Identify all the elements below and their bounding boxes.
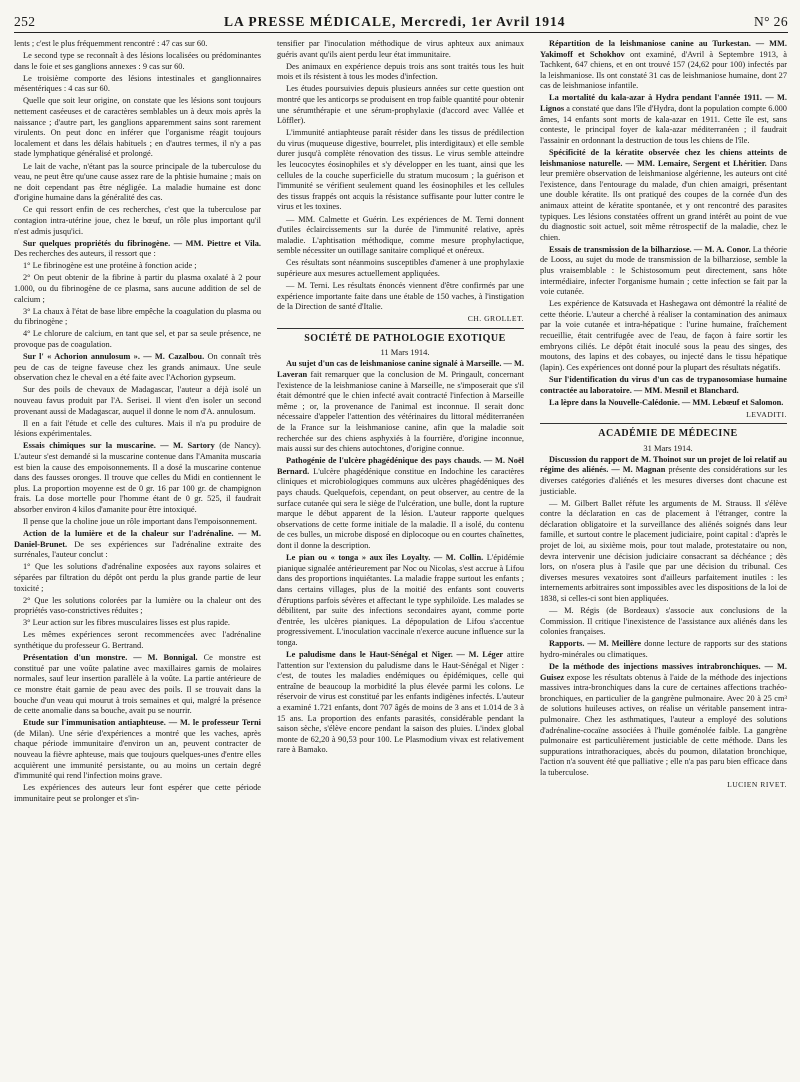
paragraph: Les expérience de Katsuvada et Hashegawa ont démontré la réalité de cette théorie. L'auteur a cherché à réaliser la contamination des animaux par la voie cutanée et intra-hépatique : l'urine humaine, fraîchement recueillie, était centrifugée avec de l'eau, de façon à faire sortir les embryons ciliés. Le dépôt était inoculé sous la peau des singes, des moutons, des lapins et des cobayes, ou injecté dans le tissu hépatique (lapin). Ces expériences ont donné pour la plupart des résultats négatifs. <box>540 299 787 372</box>
paragraph: — M. Terni. Les résultats énoncés viennent d'être confirmés par une expérience importante faite dans une étable de 150 vaches, à l'instigation de la Direction de santé d'Italie. <box>277 281 524 312</box>
article-block <box>540 148 787 243</box>
paragraph: L'immunité antiaphteuse paraît résider dans les tissus de prédilection du virus (muqueuse digestive, bourrelet, plis interdigitaux) et elle semble durer jusqu'à complète rénovation des tissus. Le virus semble atteindre les leucocytes éosinophiles et s'y développer en les tuant, ainsi que les cellules de la couche superficielle du stratum mucosum ; la guérison et l'immunité se vérifient seulement quand les éosinophiles et les cellules des tissus frappés ont acquis la résistance suffisante pour lutter contre le virus et les toxines. <box>277 128 524 212</box>
article-block <box>277 650 524 756</box>
issue-number: N° 26 <box>753 14 788 29</box>
paragraph: Les mêmes expériences seront recommencées avec l'adrénaline synthétique du professeur G. Bertrand. <box>14 630 261 651</box>
paragraph: lents ; c'est le plus fréquemment rencontré : 47 cas sur 60. <box>14 39 208 48</box>
article-text: L'ulcère phagédénique constitue en Indochine les caractères cliniques et microbiologiques communs aux ulcères phagédéniques des pays chauds. Quelquefois, cependant, on peut observer, au centre de la surface cutanée qui sera le siège de l'ulcération, une bulle, dont la rupture marque le début apparent de la lésion. L'auteur rapporte quelques observations de cette forme initiale de la maladie. Il a isolé, du contenu de ces bulles, un microbe disposé en diplocoque ou en courtes chaînettes, dont il donne la description. <box>277 466 524 551</box>
article-block <box>540 375 787 396</box>
list-item: 2° On peut obtenir de la fibrine à partir du plasma oxalaté à 2 pour 1.000, ou du fibrinogène de ce plasma, sans aucune addition de sel de calcium ; <box>14 273 261 304</box>
article-text: On connaît très peu de cas de teigne faveuse chez les grands animaux. Une seule observation chez le cheval en a été faite avec l'Achorion gypseum. <box>14 352 261 383</box>
paragraph: Sur des poils de chevaux de Madagascar, l'auteur a déjà isolé un nouveau favus produit par l'A. Serisei. Il vient d'en isoler un second provenant aussi de Madagascar, auquel il donne le nom d'A. annulosum. <box>14 385 261 416</box>
column-1 <box>14 39 261 806</box>
paragraph: — MM. Calmette et Guérin. Les expériences de M. Terni donnent d'utiles éclaircissements sur la durée de l'immunité relative, après maladie. L'aphtisation méthodique, comme mesure prophylactique, semble nécessiter un outillage sanitaire compliqué et onéreux. <box>277 214 524 256</box>
column-2 <box>277 39 524 806</box>
article-block <box>540 662 787 779</box>
section-divider <box>540 423 787 424</box>
article-text: présente des considérations sur les diverses catégories d'aliénés et les mesures diverses dont chacune est justiciable. <box>540 465 787 496</box>
article-text: a constaté que dans l'île d'Hydra, dont la population compte 6.000 âmes, 14 enfants sont morts de kala-azar en 1911. Cette île est, sans conteste, le principal foyer de kala-azar méditerranéen ; il faudrait l'assainir en ordonnant la destruction de tous les chiens de l'île. <box>540 104 787 145</box>
article-text: fait remarquer que la conclusion de M. Pringault, concernant l'existence de la leishmaniose canine à Marseille, ne s'imposerait que s'il était démontré que le chien infecté avait contracté l'infection à Marseille même ; or, la provenance de l'animal est inconnue. Il serait donc nécessaire d'appeler l'attention des vétérinaires du littoral méditerranéen de la France sur la leishmaniose canine, afin que la maladie soit recherchée sur des chiens asphyxiés à la fourrière, d'origine inconnue, mais aussi sur des chiens autochtones, d'origine connue. <box>277 370 524 454</box>
article-block <box>277 553 524 648</box>
list-item: 3° La chaux à l'état de base libre empêche la coagulation du plasma ou du fibrinogène ; <box>14 306 261 327</box>
article-title: La lèpre dans la Nouvelle-Calédonie. — MM. Lebœuf et Salomon. <box>549 397 784 407</box>
article-block <box>14 653 261 717</box>
paragraph: tensifier par l'inoculation méthodique de virus aphteux aux animaux guéris avant qu'ils aient perdu leur état immunitaire. <box>277 39 524 59</box>
article-block <box>540 398 787 409</box>
article-title: Au sujet d'un cas de leishmaniose canine signalé à Marseille. — M. Laveran <box>277 359 524 380</box>
article-title: Le pian ou « tonga » aux îles Loyalty. — M. Collin. <box>286 553 484 563</box>
list-item: 3° Leur action sur les fibres musculaires lisses est plus rapide. <box>23 618 231 628</box>
author-signature: LUCIEN RIVET. <box>727 780 787 790</box>
article-title: Le paludisme dans le Haut-Sénégal et Niger. — M. Léger <box>286 649 504 659</box>
paragraph: Il en a fait l'étude et celle des cultures. Mais il n'a pu produire de lésions expérimentales. <box>14 418 261 439</box>
article-text: De ses expériences sur l'adrénaline extraite des surrénales, l'auteur conclut : <box>14 539 261 560</box>
article-text: L'épidémie pianique signalée antérieurement par Noc ou Nicolas, s'est accrue à Lifou dans des proportions inquiétantes. La maladie frappe surtout les enfants ; dans certains villages, plus de la moitié des enfants sont couverts d'éruptions parfois sévères et affectant le type syphiloïde. Les malades se débilitent, par suite des infections secondaires ayant, comme porte d'entrée, les ulcères pianiques. La dépopulation de Lifou s'accentue progressivement. L'inoculation vaccinale n'exerce aucune influence sur la tonga. <box>277 553 524 647</box>
article-title: Spécificité de la kératite observée chez les chiens atteints de leishmaniose naturelle. — MM. Lemaire, Sergent et Lhéritier. <box>540 147 787 168</box>
article-block <box>14 352 261 384</box>
article-title: Rapports. — M. Meillère <box>549 639 642 649</box>
list-item: 4° Le chlorure de calcium, en tant que sel, et par sa seule présence, ne provoque pas de coagulation. <box>14 329 261 350</box>
paragraph: Ces résultats sont néanmoins susceptibles d'amener à une prophylaxie supérieure aux mesures actuellement appliquées. <box>277 258 524 278</box>
paragraph: — M. Gilbert Ballet réfute les arguments de M. Strauss. Il s'élève contre la déclaration en cas de placement à l'étranger, contre la déclaration obligatoire et la surveillance des aliénés soignés dans leur famille, et surtout contre le placement judiciaire, point capital : d'après le projet de loi, au sixième mois, pour tout malade, protestataire ou non, devra intervenir une décision judiciaire consacrant sa déchéance ; dès lors, on n'osera plus à l'asile que par une décision du tribunal. Ces diverses mesures vexatoires sont d'ailleurs parfaitement inutiles : les internements arbitraires sont impossibles avec les dispositions de la loi de 1838, si celles-ci sont bien appliquées. <box>540 498 787 604</box>
article-title: Pathogénie de l'ulcère phagédénique des pays chauds. — M. Noël Bernard. <box>277 456 524 476</box>
article-title: Présentation d'un monstre. — M. Bonnigal. <box>23 653 198 663</box>
article-block <box>540 639 787 660</box>
article-title: Etude sur l'immunisation antiaphteuse. — M. le professeur Terni <box>23 718 261 728</box>
article-block <box>14 441 261 515</box>
columns <box>14 39 788 806</box>
article-text: ont examiné, d'Avril à Septembre 1913, à Tachkent, 647 chiens, et en ont trouvé 157 (24,62 pour 100) infectés par la leishmaniose. Ils ont constaté 31 cas de leishmaniose humaine, dont 27 cas de leishmaniose infantile. <box>540 49 787 91</box>
list-item: 2° Que les solutions colorées par la lumière ou la chaleur ont des propriétés vaso-constrictives réduites ; <box>14 595 261 616</box>
section-title: SOCIÉTÉ DE PATHOLOGIE EXOTIQUE <box>304 332 506 344</box>
article-text: expose les résultats obtenus à l'aide de la méthode des injections massives intra-bronchiques dans la cure de certaines affections trachéo-bronchiques, en particulier de la gangrène pulmonaire. Avec 20 à 25 cm³ de solutions huileuses actives, on réalise un véritable pansement intra-pulmonaire. Chez les asthmatiques, l'auteur a employé des solutions d'adrénaline-cocaïne associées à l'huile goménolée faible. La gangrène pulmonaire est particulièrement justiciable de cette méthode. Dans les suppurations intrathoraciques, abcès du poumon, dilatation bronchique, l'action n'a souvent été que palliative ; elle n'a pas paru bien efficace dans la tuberculose. <box>540 672 787 778</box>
article-title: De la méthode des injections massives intrabronchiques. — M. Guisez <box>540 662 787 682</box>
article-title: Essais chimiques sur la muscarine. — M. Sartory <box>23 441 215 451</box>
paragraph: Les études poursuivies depuis plusieurs années sur cette question ont montré que les anticorps se produisent en trop faible quantité pour obtenir une sérumthérapie et une sérum-prophylaxie (d'accord avec Vallée et Löffler). <box>277 84 524 126</box>
paragraph: Ce qui ressort enfin de ces recherches, c'est que la tuberculose par contagion intra-utérine joue, chez le bœuf, un rôle plus important qu'il n'est admis jusqu'ici. <box>14 205 261 236</box>
section-date: 11 Mars 1914. <box>380 347 430 358</box>
article-block <box>540 39 787 92</box>
article-block <box>540 93 787 146</box>
paragraph: Quelle que soit leur origine, on constate que les lésions sont toujours nettement caséeuses et de caractères semblables un à deux mois après la naissance ; d'autre part, les ganglions apparemment sains sont rarement virulents. On peut donc en inférer que l'organisme réagit toujours localement et dans les délais habituels ; en d'autres termes, il n'y a pas stade lymphatique généralisé et prolongé. <box>14 96 261 159</box>
list-item: 1° Le fibrinogène est une protéine à fonction acide ; <box>23 261 197 271</box>
article-text: Dans leur première observation de leishmaniose algérienne, les auteurs ont cité l'existence, dans l'entourage du malade, d'un chien amaigri, présentant une double kératite. Ils ont pratiqué des coupes de la cornée d'un des animaux atteint de kératite spontanée, et y ont rencontré des parasites typiques. Les lésions constatées offrent un grand intérêt au point de vue du diagnostic soit actuel, soit même rétrospectif de la maladie, chez le chien. <box>540 158 787 242</box>
article-title: La mortalité du kala-azar à Hydra pendant l'année 1911. — M. Lignos <box>540 93 787 114</box>
page-number: 252 <box>14 14 36 29</box>
paragraph: Le lait de vache, n'étant pas la source principale de la tuberculose du veau, ne peut être qu'une cause assez rare de la phtisie humaine ; mais on ne doit cependant pas être négligée. La maladie humaine est donc d'origine humaine dans la généralité des cas. <box>14 161 261 203</box>
article-text: (de Nancy). L'auteur s'est demandé si la muscarine contenue dans l'Amanita muscaria est bien la cause des empoisonnements. Il a dosé la muscarine contenue dans des fausses oronges. Il trouve que celles du Midi en contiennent le plus. La proportion moyenne est de 0 gr. 16 par 100 gr. de champignon frais. La dose mortelle pour l'homme étant de 0 gr. 525, il faudrait absorber environ 4 kilos d'amanite pour être intoxiqué. <box>14 441 261 514</box>
paragraph: Les expériences des auteurs leur font espérer que cette période immunitaire peut se prolonger et s'in- <box>14 783 261 803</box>
article-title: Répartition de la leishmaniose canine au Turkestan. — MM. Yakimoff et Schokhov <box>540 39 787 59</box>
article-block <box>277 359 524 454</box>
article-text: donne lecture de rapports sur des stations hydro-minérales ou climatiques. <box>540 639 787 659</box>
author-signature: CH. GROLLET. <box>467 314 524 324</box>
article-block <box>540 455 787 497</box>
page-header <box>14 14 788 33</box>
article-text: (de Milan). Une série d'expériences a montré que les vaches, après chaque période immunitaire d'environ un an, peuvent contracter de nouveau la fièvre aphteuse, mais que toujours quelques-unes d'entre elles acquièrent une immunité persistante, ou au moins un certain degré d'immunité qui rend l'infection moins grave. <box>14 728 261 781</box>
article-block <box>14 529 261 561</box>
article-block <box>14 718 261 782</box>
article-text: attire l'attention sur l'extension du paludisme dans le Haut-Sénégal et Niger : c'est, de toutes les maladies endémiques ou épidémiques, celle qui entraîne de beaucoup la morbidité la plus élevée parmi les colons. Le réservoir de virus est constitué par les enfants indigènes infectés. L'auteur a examiné 1.721 enfants, dont 707 âgés de moins de 3 ans et 1.014 de 3 à 15 ans. La proportion des enfants parasités, considérable pendant la saison sèche, s'élève encore pendant la saison des pluies. L'index global monte de 62,20 à 90,53 pour 100. Le Plasmodium vivax est relativement rare à Bamako. <box>277 649 524 755</box>
article-text: Ce monstre est constitué par une voûte palatine avec maxillaires garnis de molaires normales, sauf leur insertion parallèle à la voûte. La partie antérieure de ce monstre était garnie de peau avec des poils. Il se trouvait dans la bouche d'un veau qui mourut à trois semaines et qui, malgré la présence de cette anomalie dans sa bouche, avait pu se nourrir. <box>14 653 261 716</box>
article-block <box>14 239 261 260</box>
section-divider <box>277 328 524 329</box>
article-title: Discussion du rapport de M. Thoinot sur un projet de loi relatif au régime des aliénés. — M. Magnan <box>540 454 787 475</box>
article-text: Des recherches des auteurs, il ressort que : <box>14 249 156 259</box>
paragraph: — M. Régis (de Bordeaux) s'associe aux conclusions de la Commission. Il critique l'inexistence de l'assistance aux aliénés dans les colonies françaises. <box>540 606 787 637</box>
article-title: Essais de transmission de la bilharziose. — M. A. Conor. <box>549 244 751 254</box>
article-title: Sur quelques propriétés du fibrinogène. — MM. Piettre et Vila. <box>23 238 261 248</box>
column-3 <box>540 39 787 806</box>
paragraph: Le second type se reconnaît à des lésions localisées ou prédominantes dans le foie et ses ganglions annexes : 9 cas sur 60. <box>14 51 261 71</box>
list-item: 1° Que les solutions d'adrénaline exposées aux rayons solaires et séparées par filtration du dépôt ont perdu la plus grande partie de leur toxicité ; <box>14 562 261 593</box>
paragraph: Des animaux en expérience depuis trois ans sont traités tous les huit mois et ils résistent à tous les modes d'infection. <box>277 61 524 82</box>
paragraph: Il pense que la choline joue un rôle important dans l'empoisonnement. <box>23 517 257 527</box>
article-title: Action de la lumière et de la chaleur sur l'adrénaline. — M. Daniel-Brunet. <box>14 529 261 549</box>
section-date: 31 Mars 1914. <box>643 442 693 453</box>
article-title: Sur l' « Achorion annulosum ». — M. Cazalbou. <box>23 352 205 362</box>
paragraph: Le troisième comporte des lésions intestinales et ganglionnaires mésentériques : 4 cas sur 60. <box>14 73 261 94</box>
article-block <box>277 456 524 551</box>
section-title: ACADÉMIE DE MÉDECINE <box>598 428 738 440</box>
article-title: Sur l'identification du virus d'un cas de trypanosomiase humaine contractée au laboratoire. — MM. Mesnil et Blanchard. <box>540 374 787 395</box>
journal-title: LA PRESSE MÉDICALE, Mercredi, 1er Avril 1914 <box>223 14 566 29</box>
article-block <box>540 245 787 298</box>
author-signature: LEVADITI. <box>746 409 787 419</box>
article-text: La théorie de Looss, au sujet du mode de transmission de la bilharziose, semble la plus vraisemblable : le Schistosomum peut directement, sans hôte intermédiaire, infecter l'organisme humain ; cette infection se fait par la voie cutanée. <box>540 244 787 297</box>
